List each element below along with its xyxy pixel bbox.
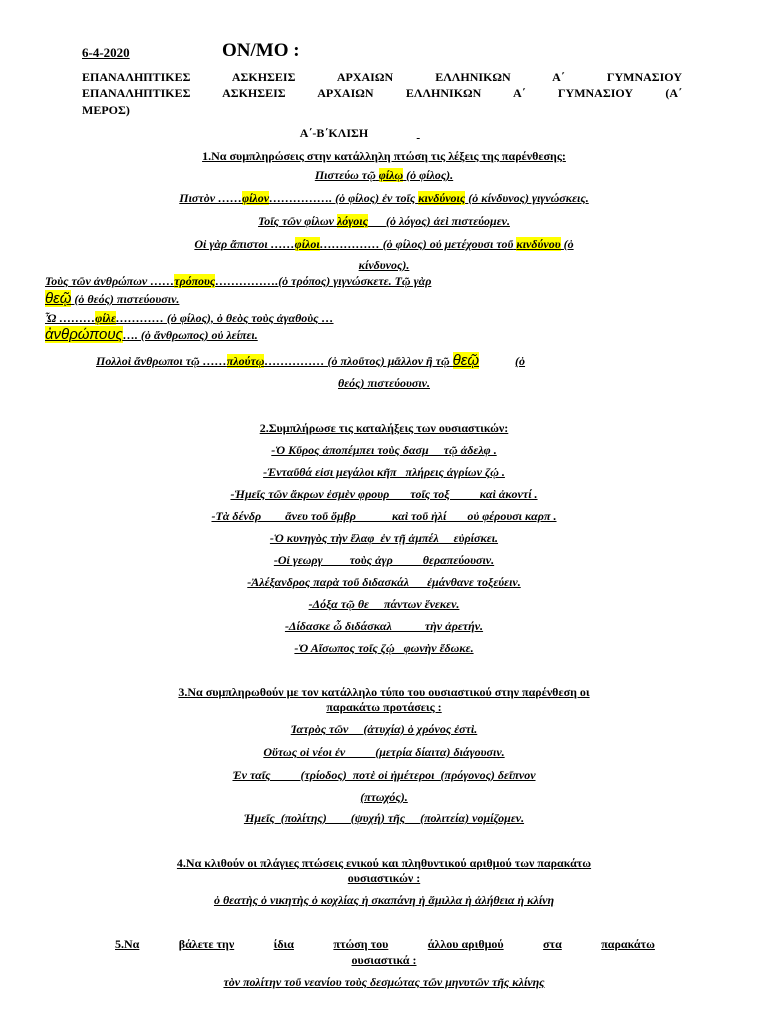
s2-b: ……………. (ὁ φίλος) ἐν τοῖς bbox=[269, 191, 416, 205]
ex1-sentence-7-cont: θεός) πιστεύουσιν. bbox=[338, 376, 430, 390]
ex5-h-5: άλλου αριθμού bbox=[427, 937, 504, 951]
s2-answer: φίλον bbox=[242, 191, 270, 205]
ex1-sentence-3 bbox=[0, 214, 768, 228]
ex3-line: (πτωχός). bbox=[360, 790, 408, 804]
ex2-line: -Ἀλέξανδρος παρὰ τοῦ διδασκάλ ἐμάνθανε τοξεύειν. bbox=[247, 575, 521, 589]
s5-answer-2: θεῷ bbox=[45, 290, 72, 307]
name-field-label: ΟΝ/ΜΟ : bbox=[222, 40, 300, 61]
exercise-1-heading: 1.Να συμπληρώσεις στην κατάλληλη πτώση τις λέξεις της παρένθεσης: bbox=[202, 149, 566, 163]
s7-answer: πλούτῳ bbox=[226, 354, 265, 368]
document-title-line-3: ΜΕΡΟΣ) bbox=[82, 103, 130, 117]
ex5-h-6: στα bbox=[543, 937, 562, 951]
ex1-sentence-6-cont bbox=[45, 328, 258, 342]
ex1-sentence-2 bbox=[0, 191, 768, 205]
ex2-line: -Τὰ δένδρ ἄνευ τοῦ ὄμβρ καὶ τοῦ ἡλί οὐ φέρουσι καρπ . bbox=[211, 509, 557, 523]
ex2-line: -Ἐνταῦθά εἰσι μεγάλοι κῆπ πλήρεις ἀγρίων ζῴ . bbox=[263, 465, 505, 479]
exercise-5-heading-cont: ουσιαστικά : bbox=[351, 953, 417, 967]
s1-a: Πιστεύω τῷ bbox=[314, 168, 376, 182]
ex2-line: -Οἱ γεωργ τοὺς ἀγρ θεραπεύουσιν. bbox=[273, 553, 495, 567]
ex4-words: ὁ θεατὴς ὁ νικητὴς ὁ κοχλίας ἡ σκαπάνη ἡ ἅμιλλα ἡ ἀλήθεια ἡ κλίνη bbox=[213, 893, 555, 907]
exercise-3-heading-cont: παρακάτω προτάσεις : bbox=[326, 700, 442, 714]
s4-b: …………… (ὁ φίλος) οὐ μετέχουσι τοῦ bbox=[319, 237, 514, 251]
ex5-words: τὸν πολίτην τοῦ νεανίου τοὺς δεσμώτας τῶν μηνυτῶν τῆς κλίνης bbox=[223, 975, 545, 989]
date: 6-4-2020 bbox=[82, 45, 130, 60]
section-title bbox=[0, 126, 768, 140]
ex5-h-1: 5.Να bbox=[115, 937, 140, 951]
ex2-line: -Ἡμεῖς τῶν ἄκρων ἐσμὲν φρουρ τοῖς τοξ καὶ ἀκοντί . bbox=[230, 487, 538, 501]
s3-b: (ὁ λόγος) ἀεὶ πιστεύομεν. bbox=[385, 214, 510, 228]
ex5-h-4: πτώση του bbox=[333, 937, 389, 951]
exercise-3-heading: 3.Να συμπληρωθούν με τον κατάλληλο τύπο του ουσιαστικού στην παρένθεση οι bbox=[178, 685, 590, 699]
s6-b: ………… (ὁ φίλος), ὁ θεὸς τοὺς ἀγαθοὺς … bbox=[115, 311, 334, 325]
s4-answer-2: κινδύνου bbox=[516, 237, 561, 251]
s4-answer: φίλοι bbox=[294, 237, 320, 251]
s1-answer: φίλῳ bbox=[378, 168, 404, 182]
ex1-sentence-5 bbox=[45, 274, 750, 288]
ex2-line: -Δόξα τῷ θε πάντων ἕνεκεν. bbox=[308, 597, 460, 611]
section-title-underline bbox=[368, 126, 468, 140]
s5-answer: τρόπους bbox=[174, 274, 216, 288]
document-title-line-2: ΕΠΑΝΑΛΗΠΤΙΚΕΣ ΑΣΚΗΣΕΙΣ ΑΡΧΑΙΩΝ ΕΛΛΗΝΙΚΩΝ Α΄ ΓΥΜΝΑΣΙΟΥ (Α΄ bbox=[82, 86, 682, 100]
ex2-line: -Ὁ Αἴσωπος τοῖς ζῴ φωνὴν ἔδωκε. bbox=[294, 641, 474, 655]
ex1-sentence-4 bbox=[0, 237, 768, 251]
s7-a: Πολλοὶ ἄνθρωποι τῷ …… bbox=[96, 354, 227, 368]
s1-b: (ὁ φίλος). bbox=[406, 168, 454, 182]
ex5-h-2: βάλετε την bbox=[178, 937, 235, 951]
s3-a: Τοῖς τῶν φίλων bbox=[258, 214, 334, 228]
s7-c: (ὁ bbox=[515, 354, 526, 368]
ex3-line: Ἡμεῖς (πολίτης) (ψυχή) τῆς (πολιτεία) νομίζομεν. bbox=[243, 811, 525, 825]
s5-a: Τοὺς τῶν ἀνθρώπων …… bbox=[45, 274, 175, 288]
s5-b: …………….(ὁ τρόπος) γιγνώσκετε. Τῷ γὰρ bbox=[215, 274, 432, 288]
s6-a: Ὦ ……… bbox=[45, 311, 96, 325]
s4-c: (ὁ bbox=[563, 237, 574, 251]
section-title-text: Α΄-Β΄ΚΛΙΣΗ bbox=[299, 126, 369, 140]
exercise-4-heading: 4.Να κλιθούν οι πλάγιες πτώσεις ενικού και πληθυντικού αριθμού των παρακάτω bbox=[176, 856, 592, 870]
ex2-line: -Δίδασκε ὦ διδάσκαλ τὴν ἀρετήν. bbox=[284, 619, 484, 633]
s3-answer: λόγοις bbox=[336, 214, 368, 228]
ex1-sentence-7 bbox=[96, 354, 525, 368]
exercise-5-heading bbox=[115, 937, 655, 951]
ex5-h-3: ίδια bbox=[273, 937, 294, 951]
ex3-line: Οὕτως οἱ νέοι ἐν (μετρία δίαιτα) διάγουσιν. bbox=[263, 745, 505, 759]
ex1-sentence-5-cont bbox=[45, 292, 179, 306]
ex1-sentence-1 bbox=[0, 168, 768, 182]
ex3-line: Ἰατρὸς τῶν (ἀτυχία) ὁ χρόνος ἐστὶ. bbox=[290, 722, 478, 736]
s7-b: …………… (ὁ πλοῦτος) μᾶλλον ἢ τῷ bbox=[264, 354, 450, 368]
exercise-4-heading-cont: ουσιαστικών : bbox=[347, 871, 421, 885]
s2-a: Πιστὸν …… bbox=[179, 191, 243, 205]
ex1-sentence-4-cont: κίνδυνος). bbox=[358, 258, 410, 272]
s5-c: (ὁ θεός) πιστεύουσιν. bbox=[74, 292, 180, 306]
s7-answer-2: θεῷ bbox=[452, 352, 480, 369]
ex3-line: Ἐν ταῖς (τρίοδος) ποτὲ οἱ ἡμέτεροι (πρόγονος) δεῖπνον bbox=[232, 768, 536, 782]
ex2-line: -Ὁ Κῦρος ἀποπέμπει τοὺς δασμ τῷ ἀδελφ . bbox=[271, 443, 497, 457]
s6-answer-2: ἀνθρώπους bbox=[45, 326, 123, 343]
ex5-h-7: παρακάτω bbox=[601, 937, 655, 951]
ex1-sentence-6 bbox=[45, 311, 334, 325]
s6-c: …. (ὁ ἄνθρωπος) οὐ λείπει. bbox=[122, 328, 258, 342]
s4-a: Οἱ γὰρ ἄπιστοι …… bbox=[194, 237, 295, 251]
s2-answer-2: κινδύνοις bbox=[418, 191, 466, 205]
s6-answer: φίλε bbox=[95, 311, 116, 325]
ex2-line: -Ὁ κυνηγὸς τὴν ἔλαφ ἐν τῇ ἀμπέλ εὑρίσκει. bbox=[269, 531, 499, 545]
exercise-2-heading: 2.Συμπλήρωσε τις καταλήξεις των ουσιαστικών: bbox=[259, 421, 509, 435]
document-title-line-1: ΕΠΑΝΑΛΗΠΤΙΚΕΣ ΑΣΚΗΣΕΙΣ ΑΡΧΑΙΩΝ ΕΛΛΗΝΙΚΩΝ Α΄ ΓΥΜΝΑΣΙΟΥ bbox=[82, 70, 682, 84]
s2-c: (ὁ κίνδυνος) γιγνώσκεις. bbox=[468, 191, 589, 205]
